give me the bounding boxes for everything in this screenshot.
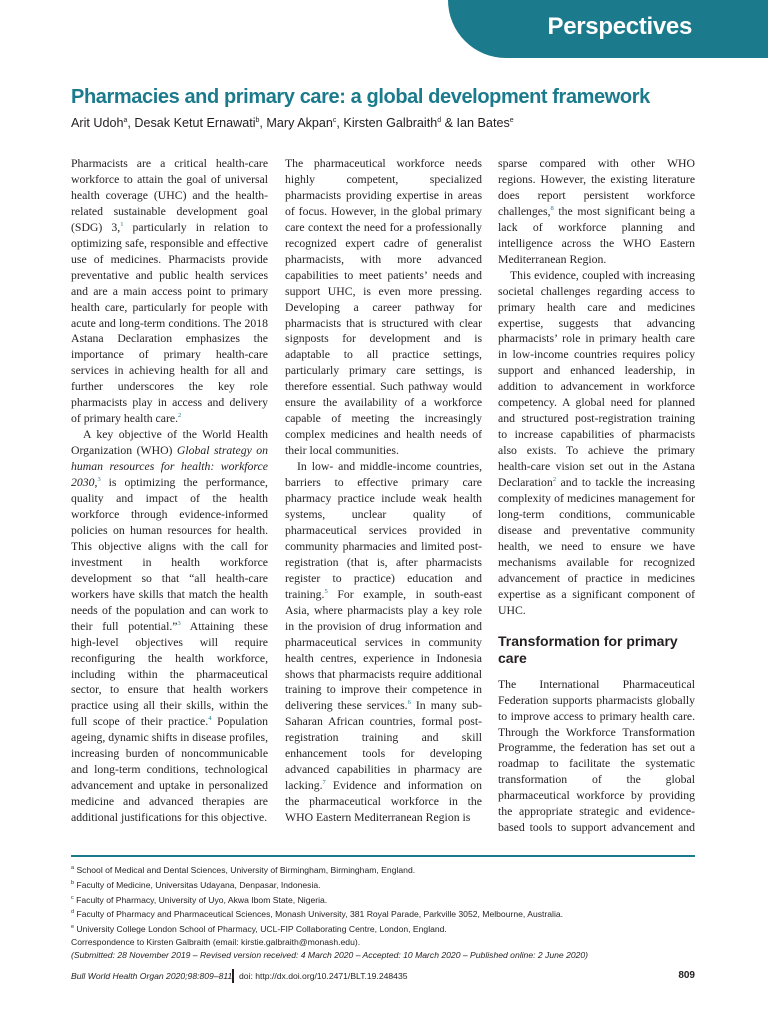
author-name: Ian Bates xyxy=(456,116,510,130)
journal-citation: Bull World Health Organ 2020;98:809–811 xyxy=(71,971,233,981)
author-name: Arit Udoh xyxy=(71,116,124,130)
footnote-mark: d xyxy=(71,909,75,916)
affiliation-footnote xyxy=(71,892,711,907)
correspondence: Correspondence to Kirsten Galbraith (email: kirstie.galbraith@monash.edu). xyxy=(71,936,361,947)
reference-mark[interactable]: 6 xyxy=(407,699,411,707)
italic-title: 2030 xyxy=(71,476,95,490)
affiliation-mark: b xyxy=(255,116,260,124)
author-name: Kirsten Galbraith xyxy=(343,116,438,130)
footnote-text: University College London School of Pharmacy, UCL-FIP Collaborating Centre, London, England. xyxy=(74,923,447,934)
reference-mark[interactable]: 7 xyxy=(322,779,326,787)
section-label: Perspectives xyxy=(547,13,692,40)
italic-title: workforce xyxy=(220,460,268,474)
body-paragraph: The pharmaceutical workforce needs highly competent, specialized pharmacists providing expertise in areas of focus. However, in the global primary care context the need for a professionally recognized expert cadre of generalist pharmacists, with more advanced capabilities to meet patients’ needs and support UHC, is even more pressing. Developing a career pathway for pharmacists that is structured with clear signposts for development and is adaptable to all practice settings, particularly primary care settings, is therefore essential. Such pathway would ensure the availability of a workforce capable of meeting the increasingly complex medicines and health needs of their local communities. xyxy=(285,157,482,458)
section-banner xyxy=(448,0,768,58)
footnote-text: School of Medical and Dental Sciences, University of Birmingham, Birmingham, England. xyxy=(74,864,416,875)
body-paragraph: In low- and middle-income countries, barriers to effective primary care pharmacy practice include weak health systems, unclear quality of pharmaceutical services provided in community pharmacies and limited post-registration (that is, after pharmacists register to practice) education and training.$^5$ For example, in south-east Asia, where pharmacists play a key role in the provision of drug information and pharmaceutical services in community health centres, experience in Indonesia shows that pharmacists require additional training to improve their competence in delivering these services.$^6$ In many sub-Saharan African countries, formal post-registration training and skill enhancement tools for developing advanced capabilities in pharmacy are lacking.$^7$ Evidence and information on the pharmaceutical workforce in the WHO Eastern Mediterranean Region is xyxy=(285,460,482,825)
affiliation-mark: d xyxy=(437,116,442,124)
body-column-2 xyxy=(285,156,482,836)
article-title: Pharmacies and primary care: a global development framework xyxy=(71,86,650,108)
affiliation-footnote xyxy=(71,862,711,877)
footnote-text: Faculty of Pharmacy, University of Uyo, Akwa Ibom State, Nigeria. xyxy=(73,894,328,905)
reference-mark[interactable]: 3 xyxy=(177,619,181,627)
reference-mark[interactable]: 2 xyxy=(552,476,557,484)
affiliation-mark: a xyxy=(123,116,128,124)
reference-mark[interactable]: 1 xyxy=(120,220,124,228)
footnote-text: Faculty of Pharmacy and Pharmaceutical Sciences, Monash University, 381 Royal Parade, Parkville 3052, Melbourne, Australia. xyxy=(74,909,564,920)
affiliation-footnote xyxy=(71,921,711,936)
body-paragraph: Pharmacists are a critical health-care workforce to attain the goal of universal health coverage (UHC) and the health-related sustainable development goal (SDG) 3,$^1$ particularly in relation to optimizing safe, responsible and effective use of medicines. Pharmacists provide preventative and public health services and are a main access point to primary health care, particularly for people with acute and long-term conditions. The 2018 Astana Declaration emphasizes the importance of primary health-care services in achieving health for all and further underscores the key role pharmacists play in access and delivery of primary health care.$^2$ xyxy=(71,157,268,426)
italic-title: Global xyxy=(176,444,210,458)
body-column-3 xyxy=(498,156,695,836)
footnote-text: Faculty of Medicine, Universitas Udayana, Denpasar, Indonesia. xyxy=(74,879,321,890)
body-column-1 xyxy=(71,156,268,836)
section-heading: Transformation for primary care xyxy=(498,632,678,666)
italic-title: for xyxy=(160,460,175,474)
reference-mark[interactable]: 3 xyxy=(97,476,101,484)
affiliation-mark: c xyxy=(332,116,337,124)
affiliation-mark: e xyxy=(509,116,514,124)
body-paragraph: The International Pharmaceutical Federation supports pharmacists globally to improve access to primary health care. Through the Workforce Transformation Programme, the federation has set out a roadmap to facilitate the systematic transformation of the global pharmaceutical workforce by providing the appropriate strategic and evidence-based tools to support advancement and xyxy=(498,677,695,835)
body-paragraph: A key objective of the World Health Organization (WHO) Global strategy on human resources for health: workforce 2030,$^3$ is optimizing the performance, quality and impact of the health workforce through evidence-informed policies on human resources for health. This objective aligns with the call for investment in health workforce development so that “all health-care workers have skills that match the health needs of the population and can work to their full potential.”$^3$ Attaining these high-level objectives will require reconfiguring the health workforce, including within the pharmaceutical sector, to ensure that health workers practice using all their skills, within the full scope of their practice.$^4$ Population ageing, dynamic shifts in disease profiles, increasing burden of noncommunicable and long-term conditions, technological advancement and uptake in personalized medicine and advanced therapies are additional justifications for this objective. xyxy=(71,428,268,825)
affiliation-list xyxy=(71,862,711,936)
page-number: 809 xyxy=(678,970,695,981)
page-footer xyxy=(71,970,695,984)
reference-mark[interactable]: 8 xyxy=(550,204,554,212)
italic-title: strategy xyxy=(213,444,252,458)
footer-separator xyxy=(232,969,234,983)
affiliation-footnote xyxy=(71,906,711,921)
doi-link[interactable]: doi: http://dx.doi.org/10.2471/BLT.19.248435 xyxy=(239,971,408,981)
footnotes xyxy=(71,862,711,962)
italic-title: on xyxy=(256,444,268,458)
body-paragraph: This evidence, coupled with increasing societal challenges regarding access to primary health care and medicines expertise, suggests that advancing pharmacists’ role in primary health care in low-income countries requires policy support and enhanced leadership, in addition to advancement in workforce competency. A global need for planned and structured post-registration training to increase capabilities of pharmacists also exists. To achieve the primary health-care vision set out in the Astana Declaration$^2$ and to tackle the increasing complexity of medicines management for long-term conditions, communicable disease and preventative community health, we need to ensure we have mechanisms available for recognized advancement of practice in medicines expertise as a significant component of UHC. xyxy=(498,268,695,617)
author-name: Mary Akpan xyxy=(266,116,333,130)
reference-mark[interactable]: 5 xyxy=(324,587,328,595)
footnote-mark: c xyxy=(71,894,74,901)
footnote-mark: b xyxy=(71,879,75,886)
italic-title: human xyxy=(71,460,103,474)
reference-mark[interactable]: 4 xyxy=(208,715,212,723)
affiliation-footnote xyxy=(71,877,711,892)
submission-dates: (Submitted: 28 November 2019 – Revised version received: 4 March 2020 – Accepted: 10 March 2020 – Published online: 2 June 2020) xyxy=(71,949,589,960)
reference-mark[interactable]: 2 xyxy=(178,412,182,420)
footnote-mark: a xyxy=(71,865,75,871)
footnote-mark: e xyxy=(71,924,75,931)
author-name: Desak Ketut Ernawati xyxy=(134,116,256,130)
footnote-divider xyxy=(71,855,695,857)
author-list: Arit Udoh$^a$, Desak Ketut Ernawati$^b$, Mary Akpan$^c$, Kirsten Galbraith$^d$ & Ian Bates$^e$ xyxy=(71,116,514,130)
italic-title: resources xyxy=(109,460,155,474)
body-paragraph: sparse compared with other WHO regions. However, the existing literature does report persistent workforce challenges,$^8$ the most significant being a lack of workforce planning and intelligence across the WHO Eastern Mediterranean Region. xyxy=(498,157,695,266)
italic-title: health: xyxy=(181,460,215,474)
